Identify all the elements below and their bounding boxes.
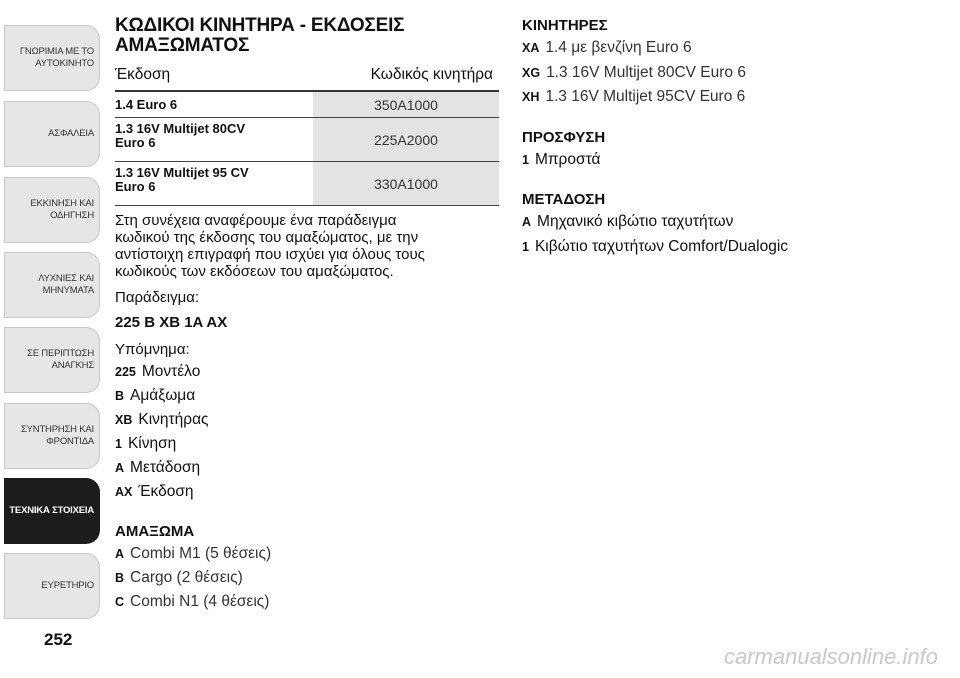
- legend-list: [115, 360, 499, 504]
- tab-maintenance[interactable]: ΣΥΝΤΗΡΗΣΗ ΚΑΙ ΦΡΟΝΤΙΔΑ: [4, 403, 100, 469]
- tab-index[interactable]: ΕΥΡΕΤΗΡΙΟ: [4, 553, 100, 619]
- transmission-section-title: ΜΕΤΑΔΟΣΗ: [522, 191, 606, 208]
- tab-getting-to-know[interactable]: ΓΝΩΡΙΜΙΑ ΜΕ ΤΟ ΑΥΤΟΚΙΝΗΤΟ: [4, 25, 100, 91]
- version-cell: 1.4 Euro 6: [115, 97, 178, 112]
- page-title: ΚΩΔΙΚΟΙ ΚΙΝΗΤΗΡΑ - ΕΚΔΟΣΕΙΣ ΑΜΑΞΩΜΑΤΟΣ: [115, 15, 405, 56]
- body-section-title: ΑΜΑΞΩΜΑ: [115, 523, 195, 540]
- tab-technical-data[interactable]: ΤΕΧΝΙΚΑ ΣΤΟΙΧΕΙΑ: [4, 478, 100, 544]
- body-item: B Cargo (2 θέσεις): [115, 569, 243, 586]
- engine-code-cell: 330A1000: [313, 162, 499, 205]
- engine-code-cell: 225A2000: [313, 118, 499, 161]
- engine-item: XA 1.4 με βενζίνη Euro 6: [522, 39, 692, 56]
- legend-item: XB Κινητήρας: [115, 411, 209, 428]
- legend-item: 225 Μοντέλο: [115, 363, 201, 380]
- legend-item: AX Έκδοση: [115, 483, 194, 500]
- drive-item: 1 Μπροστά: [522, 150, 601, 168]
- header-engine-code: Κωδικός κινητήρα: [370, 66, 493, 83]
- body-item: C Combi N1 (4 θέσεις): [115, 593, 270, 610]
- transmission-item: A Μηχανικό κιβώτιο ταχυτήτων: [522, 213, 734, 230]
- body-list: [115, 542, 499, 614]
- engines-section-title: ΚΙΝΗΤΗΡΕΣ: [522, 17, 608, 34]
- legend-item: 1 Κίνηση: [115, 435, 177, 452]
- version-cell: 1.3 16V Multijet 80CV Euro 6: [115, 121, 246, 150]
- right-column: [522, 16, 822, 259]
- watermark: carmanualsonline.info: [723, 644, 938, 669]
- table-row: [115, 92, 499, 118]
- header-version: Έκδοση: [115, 66, 171, 83]
- tab-starting-driving[interactable]: ΕΚΚΙΝΗΣΗ ΚΑΙ ΟΔΗΓΗΣΗ: [4, 177, 100, 243]
- engine-code-cell: 350A1000: [313, 92, 499, 117]
- table-row: [115, 162, 499, 206]
- tab-safety[interactable]: ΑΣΦΑΛΕΙΑ: [4, 101, 100, 167]
- example-label: Παράδειγμα:: [115, 289, 200, 306]
- page-number: 252: [44, 630, 73, 649]
- transmission-list: [522, 210, 822, 259]
- engine-item: XH 1.3 16V Multijet 95CV Euro 6: [522, 88, 746, 105]
- engine-item: XG 1.3 16V Multijet 80CV Euro 6: [522, 63, 746, 81]
- drive-list: [522, 148, 822, 173]
- legend-item: B Αμάξωμα: [115, 387, 196, 404]
- left-column: [115, 16, 499, 614]
- legend-item: A Μετάδοση: [115, 459, 201, 476]
- legend-label: Υπόμνημα:: [115, 341, 190, 358]
- drive-section-title: ΠΡΟΣΦΥΣΗ: [522, 128, 606, 146]
- example-code: 225 B XB 1A AX: [115, 314, 228, 331]
- tab-warning-lights[interactable]: ΛΥΧΝΙΕΣ ΚΑΙ ΜΗΝΥΜΑΤΑ: [4, 252, 100, 318]
- version-cell: 1.3 16V Multijet 95 CV Euro 6: [115, 165, 249, 194]
- table-row: [115, 118, 499, 162]
- tab-emergency[interactable]: ΣΕ ΠΕΡΙΠΤΩΣΗ ΑΝΑΓΚΗΣ: [4, 327, 100, 393]
- transmission-item: 1 Κιβώτιο ταχυτήτων Comfort/Dualogic: [522, 237, 789, 255]
- body-item: A Combi M1 (5 θέσεις): [115, 545, 272, 562]
- engines-list: [522, 36, 822, 110]
- table-header: [115, 60, 499, 92]
- sidebar: [0, 0, 100, 678]
- explanation-paragraph: Στη συνέχεια αναφέρουμε ένα παράδειγμα κωδικού της έκδοσης του αμαξώματος, με την αντίστοιχη επιγραφή που ισχύει για όλους τους κωδικούς των εκδόσεων του αμαξώματος.: [115, 212, 425, 280]
